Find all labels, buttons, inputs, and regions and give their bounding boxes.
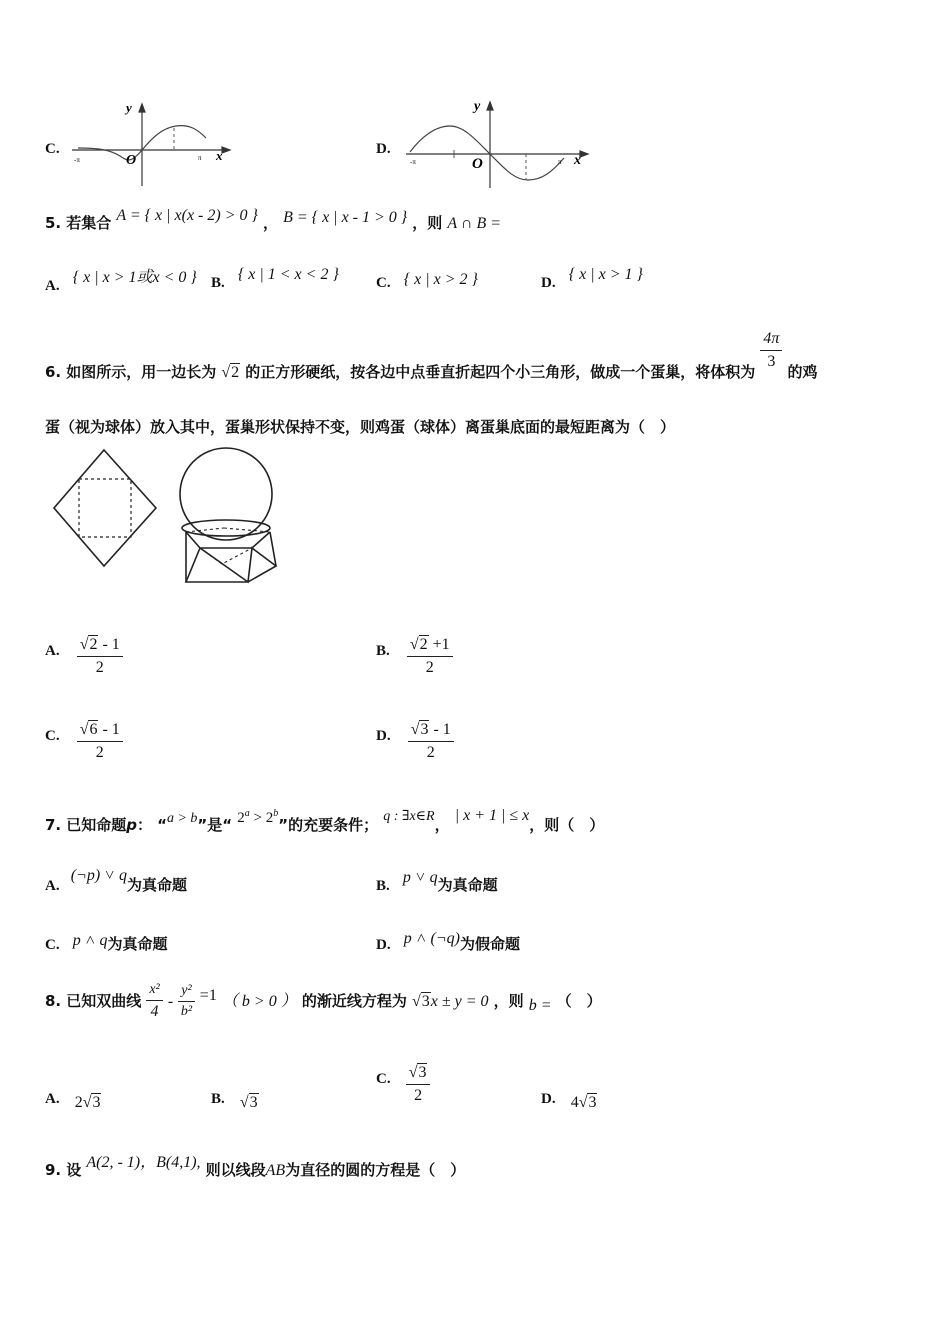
graph-c-tick-left: -π <box>74 156 80 164</box>
sqrt-expr: √2 <box>221 364 240 381</box>
egg-on-nest-diagram <box>180 448 276 582</box>
egg-nest-figure <box>52 442 282 592</box>
option-label: D. <box>376 141 391 157</box>
q7-option-c[interactable]: C. p ˄ q为真命题 <box>45 932 168 953</box>
q6-option-c[interactable]: C. $\frac{√6 - 1}{2}$ <box>45 721 123 762</box>
q5-option-c[interactable]: C. { x | x > 2 } <box>376 271 478 291</box>
square-paper-diagram <box>54 450 156 566</box>
graph-d-origin: O <box>472 156 483 172</box>
question-number: 7. <box>45 816 62 834</box>
volume-fraction: $\frac{4\pi}{3}$ <box>760 330 782 371</box>
graph-d-tick-right: π <box>558 158 562 166</box>
points-expr: A(2, - 1)，B(4,1), <box>86 1154 201 1171</box>
q5-option-d[interactable]: D. { x | x > 1 } <box>541 266 643 291</box>
q6-option-d[interactable]: D. $\frac{√3 - 1}{2}$ <box>376 721 454 762</box>
question-6-stem: 6. 如图所示，用一边长为 √2 的正方形硬纸，按各边中点垂直折起四个小三角形，做成一个蛋巢，将体积为 $\frac{4\pi}{3}$ 的鸡 <box>45 330 818 381</box>
q5-option-b[interactable]: B. { x | 1 < x < 2 } <box>211 266 339 291</box>
q7-option-b[interactable]: B. p ˅ q为真命题 <box>376 869 498 894</box>
graph-c-x-label: x <box>216 148 223 163</box>
q7-option-a[interactable]: A. (¬p) ˅ q为真命题 <box>45 867 187 894</box>
question-number: 8. <box>45 992 62 1010</box>
graph-d-axes <box>406 102 588 188</box>
question-9-stem: 9. 设 A(2, - 1)，B(4,1), 则以线段AB为直径的圆的方程是（ ） <box>45 1154 466 1179</box>
q5-option-a[interactable]: A. { x | x > 1或x < 0 } <box>45 269 197 294</box>
graph-d <box>402 96 602 192</box>
set-b: B = { x | x - 1 > 0 } <box>283 209 408 226</box>
question-5-stem: 5. 若集合 A = { x | x(x - 2) > 0 } ， B = { x | x - 1 > 0 } ，则 A ∩ B = <box>45 207 502 232</box>
set-a: A = { x | x(x - 2) > 0 } <box>116 207 258 224</box>
q8-option-c[interactable]: C. $\frac{√3}{2}$ <box>376 1064 430 1105</box>
graph-c-y-label: y <box>126 100 132 115</box>
question-8-stem: 8. 已知双曲线 $\frac{\text{x²}}{4}$ - $\frac{\text{y²}}{\text{b²}}$ =1 （ b > 0 ） 的渐近线方程为 √3x ± y = 0 ，则 b = （ ） <box>45 982 602 1020</box>
question-number: 6. <box>45 363 62 381</box>
graph-d-x-label: x <box>574 153 581 168</box>
question-number: 5. <box>45 214 62 232</box>
q8-option-a[interactable]: A. 2√3 <box>45 1091 101 1111</box>
question-7-stem: 7. 已知命题p： “a > b”是“ $2^a > 2^b$”的充要条件； q : ∃x∈R， | x + 1 | ≤ x，则（ ） <box>45 807 605 834</box>
graph-d-tick-left: -π <box>410 158 416 166</box>
option-label: C. <box>45 141 60 157</box>
q6-option-b[interactable]: B. $\frac{√2 +1}{2}$ <box>376 636 453 677</box>
intersection-expr: A ∩ B = <box>447 215 502 232</box>
question-number: 9. <box>45 1161 62 1179</box>
graph-d-y-label: y <box>474 99 481 114</box>
graph-c-origin: O <box>126 153 137 168</box>
graph-c <box>70 98 240 190</box>
graph-d-curve <box>410 126 564 180</box>
q8-option-b[interactable]: B. √3 <box>211 1091 258 1111</box>
q8-option-d[interactable]: D. 4√3 <box>541 1091 597 1111</box>
graph-c-axes <box>72 104 230 186</box>
q7-option-d[interactable]: D. p ˄ (¬q)为假命题 <box>376 930 520 953</box>
graph-c-tick-right: π <box>198 154 202 162</box>
q6-option-a[interactable]: A. $\frac{√2 - 1}{2}$ <box>45 636 123 677</box>
question-6-line-2: 蛋（视为球体）放入其中，蛋巢形状保持不变，则鸡蛋（球体）离蛋巢底面的最短距离为（ ） <box>45 418 676 436</box>
